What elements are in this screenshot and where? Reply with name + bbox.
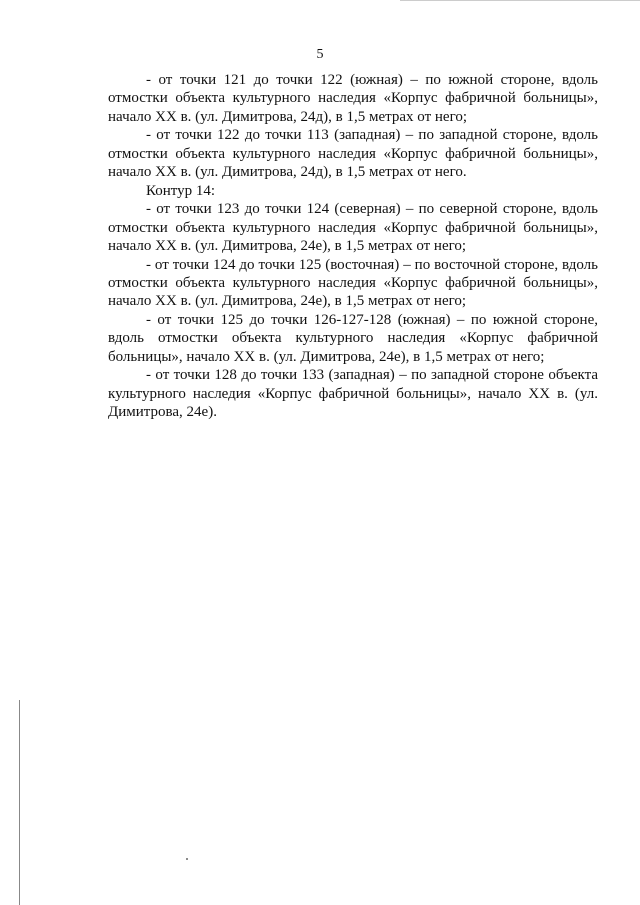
document-body (108, 71, 598, 422)
contour-heading: Контур 14: (146, 182, 216, 199)
paragraph-segment-124-125: - от точки 124 до точки 125 (восточная) – по восточной стороне, вдоль отмостки объекта культурного наследия «Корпус фабричной больницы», начало XX в. (ул. Димитрова, 24е), в 1,5 метрах от него; (108, 256, 598, 310)
paragraph-segment-121-122: - от точки 121 до точки 122 (южная) – по южной стороне, вдоль отмостки объекта культурного наследия «Корпус фабричной больницы», начало XX в. (ул. Димитрова, 24д), в 1,5 метрах от него; (108, 72, 598, 125)
page-number: 5 (316, 47, 324, 62)
paragraph-segment-125-128: - от точки 125 до точки 126-127-128 (южная) – по южной стороне, вдоль отмостки объекта культурного наследия «Корпус фабричной больницы», начало XX в. (ул. Димитрова, 24е), в 1,5 метрах от него; (108, 311, 598, 365)
scan-edge-left (19, 700, 20, 905)
paragraph-segment-123-124: - от точки 123 до точки 124 (северная) – по северной стороне, вдоль отмостки объекта культурного наследия «Корпус фабричной больницы», начало XX в. (ул. Димитрова, 24е), в 1,5 метрах от него; (108, 201, 598, 255)
scan-speck (186, 858, 188, 860)
paragraph-segment-128-133: - от точки 128 до точки 133 (западная) – по западной стороне объекта культурного наследия «Корпус фабричной больницы», начало XX в. (ул. Димитрова, 24е). (108, 367, 598, 421)
paragraph-segment-122-113: - от точки 122 до точки 113 (западная) – по западной стороне, вдоль отмостки объекта культурного наследия «Корпус фабричной больницы», начало XX в. (ул. Димитрова, 24д), в 1,5 метрах от него. (108, 127, 598, 181)
scan-edge-top (400, 0, 640, 1)
